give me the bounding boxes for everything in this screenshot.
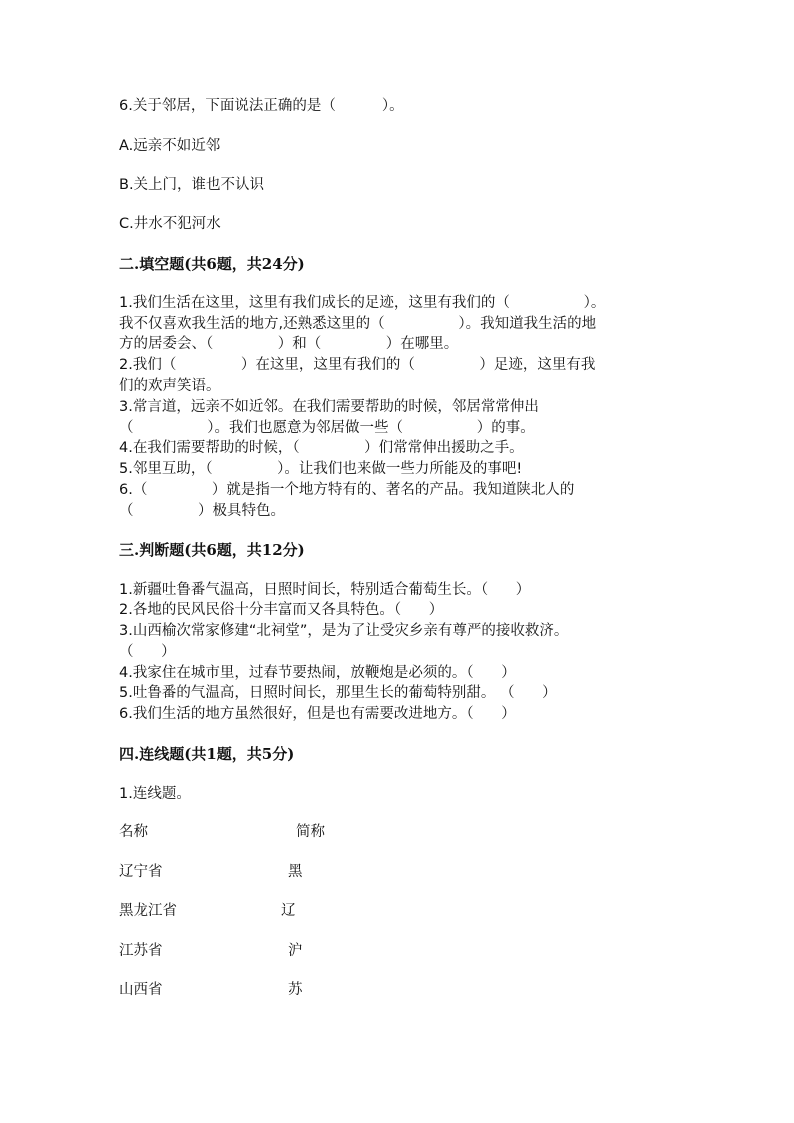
match-header-left: 名称 [119,824,148,840]
fill-line: 6.（ ）就是指一个地方特有的、著名的产品。我知道陕北人的 [119,482,575,498]
match-left-item: 黑龙江省 [119,903,177,919]
choice-option-b: B.关上门，谁也不认识 [119,177,265,193]
judge-section-heading: 三.判断题(共6题，共12分) [119,541,305,559]
fill-line: 方的居委会、（ ）和（ ）在哪里。 [119,336,459,352]
fill-line: 我不仅喜欢我生活的地方,还熟悉这里的（ ）。我知道我生活的地 [119,316,597,332]
choice-option-c: C.井水不犯河水 [119,216,221,232]
judge-line: 2.各地的民风民俗十分丰富而又各具特色。（ ） [119,602,444,618]
fill-line: 3.常言道，远亲不如近邻。在我们需要帮助的时候，邻居常常伸出 [119,399,539,415]
judge-line: 6.我们生活的地方虽然很好，但是也有需要改进地方。（ ） [119,706,516,722]
fill-line: 们的欢声笑语。 [119,378,221,394]
fill-line: 1.我们生活在这里，这里有我们成长的足迹，这里有我们的（ ）。 [119,295,606,311]
match-right-item: 沪 [288,943,303,959]
judge-line: 4.我家住在城市里，过春节要热闹，放鞭炮是必须的。（ ） [119,665,516,681]
match-right-item: 辽 [281,903,296,919]
choice-option-a: A.远亲不如近邻 [119,138,221,154]
match-section-heading: 四.连线题(共1题，共5分) [119,745,295,763]
match-left-item: 江苏省 [119,943,163,959]
match-right-item: 黑 [288,864,303,880]
judge-line: （ ） [119,644,176,660]
match-right-item: 苏 [288,982,303,998]
fill-line: （ ）极具特色。 [119,503,286,519]
fill-line: 5.邻里互助，（ ）。让我们也来做一些力所能及的事吧! [119,461,523,477]
match-header-right: 简称 [296,824,325,840]
judge-line: 1.新疆吐鲁番气温高，日照时间长，特别适合葡萄生长。（ ） [119,582,531,598]
match-left-item: 山西省 [119,982,163,998]
fill-line: 2.我们（ ）在这里，这里有我们的（ ）足迹，这里有我 [119,357,596,373]
fill-line: 4.在我们需要帮助的时候，（ ）们常常伸出援助之手。 [119,440,524,456]
match-left-item: 辽宁省 [119,864,163,880]
choice-question: 6.关于邻居，下面说法正确的是（ ）。 [119,98,404,114]
judge-line: 5.吐鲁番的气温高，日照时间长，那里生长的葡萄特别甜。 （ ） [119,685,557,701]
match-question: 1.连线题。 [119,786,191,802]
fill-line: （ ）。我们也愿意为邻居做一些（ ）的事。 [119,420,535,436]
fill-section-heading: 二.填空题(共6题，共24分) [119,255,305,273]
judge-line: 3.山西榆次常家修建“北祠堂”，是为了让受灾乡亲有尊严的接收救济。 [119,623,569,639]
